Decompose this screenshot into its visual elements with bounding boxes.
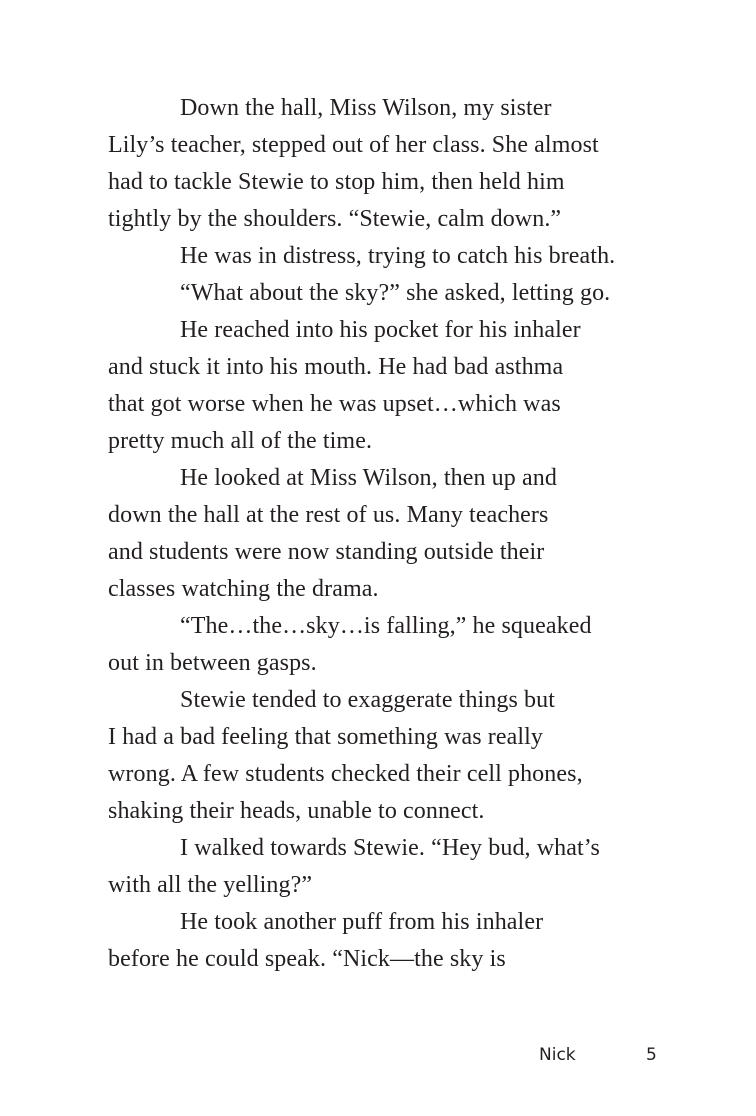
text-line: wrong. A few students checked their cell phones,: [108, 761, 583, 787]
text-line: out in between gasps.: [108, 650, 317, 676]
text-line: I walked towards Stewie. “Hey bud, what’s: [180, 835, 600, 861]
body-text: [108, 90, 668, 978]
text-line: He reached into his pocket for his inhaler: [180, 317, 581, 343]
running-footer-title: Nick: [539, 1045, 576, 1065]
text-line: Stewie tended to exaggerate things but: [180, 687, 556, 713]
text-line: had to tackle Stewie to stop him, then held him: [108, 169, 565, 195]
text-line: down the hall at the rest of us. Many teachers: [108, 502, 549, 528]
text-line: Down the hall, Miss Wilson, my sister: [180, 95, 552, 121]
text-line: shaking their heads, unable to connect.: [108, 798, 485, 824]
text-line: that got worse when he was upset…which was: [108, 391, 561, 417]
text-line: tightly by the shoulders. “Stewie, calm down.”: [108, 206, 562, 232]
text-line: and students were now standing outside their: [108, 539, 545, 565]
text-line: He was in distress, trying to catch his breath.: [180, 243, 616, 269]
text-line: and stuck it into his mouth. He had bad asthma: [108, 354, 564, 380]
text-line: I had a bad feeling that something was really: [108, 724, 544, 750]
text-line: Lily’s teacher, stepped out of her class. She almost: [108, 132, 599, 158]
text-line: classes watching the drama.: [108, 576, 379, 602]
text-line: “What about the sky?” she asked, letting go.: [180, 280, 611, 306]
text-line: with all the yelling?”: [108, 872, 313, 898]
text-line: before he could speak. “Nick—the sky is: [108, 946, 506, 972]
text-line: pretty much all of the time.: [108, 428, 373, 454]
page-number: 5: [646, 1045, 657, 1065]
text-line: He looked at Miss Wilson, then up and: [180, 465, 557, 491]
text-line: “The…the…sky…is falling,” he squeaked: [180, 613, 592, 639]
text-line: He took another puff from his inhaler: [180, 909, 544, 935]
